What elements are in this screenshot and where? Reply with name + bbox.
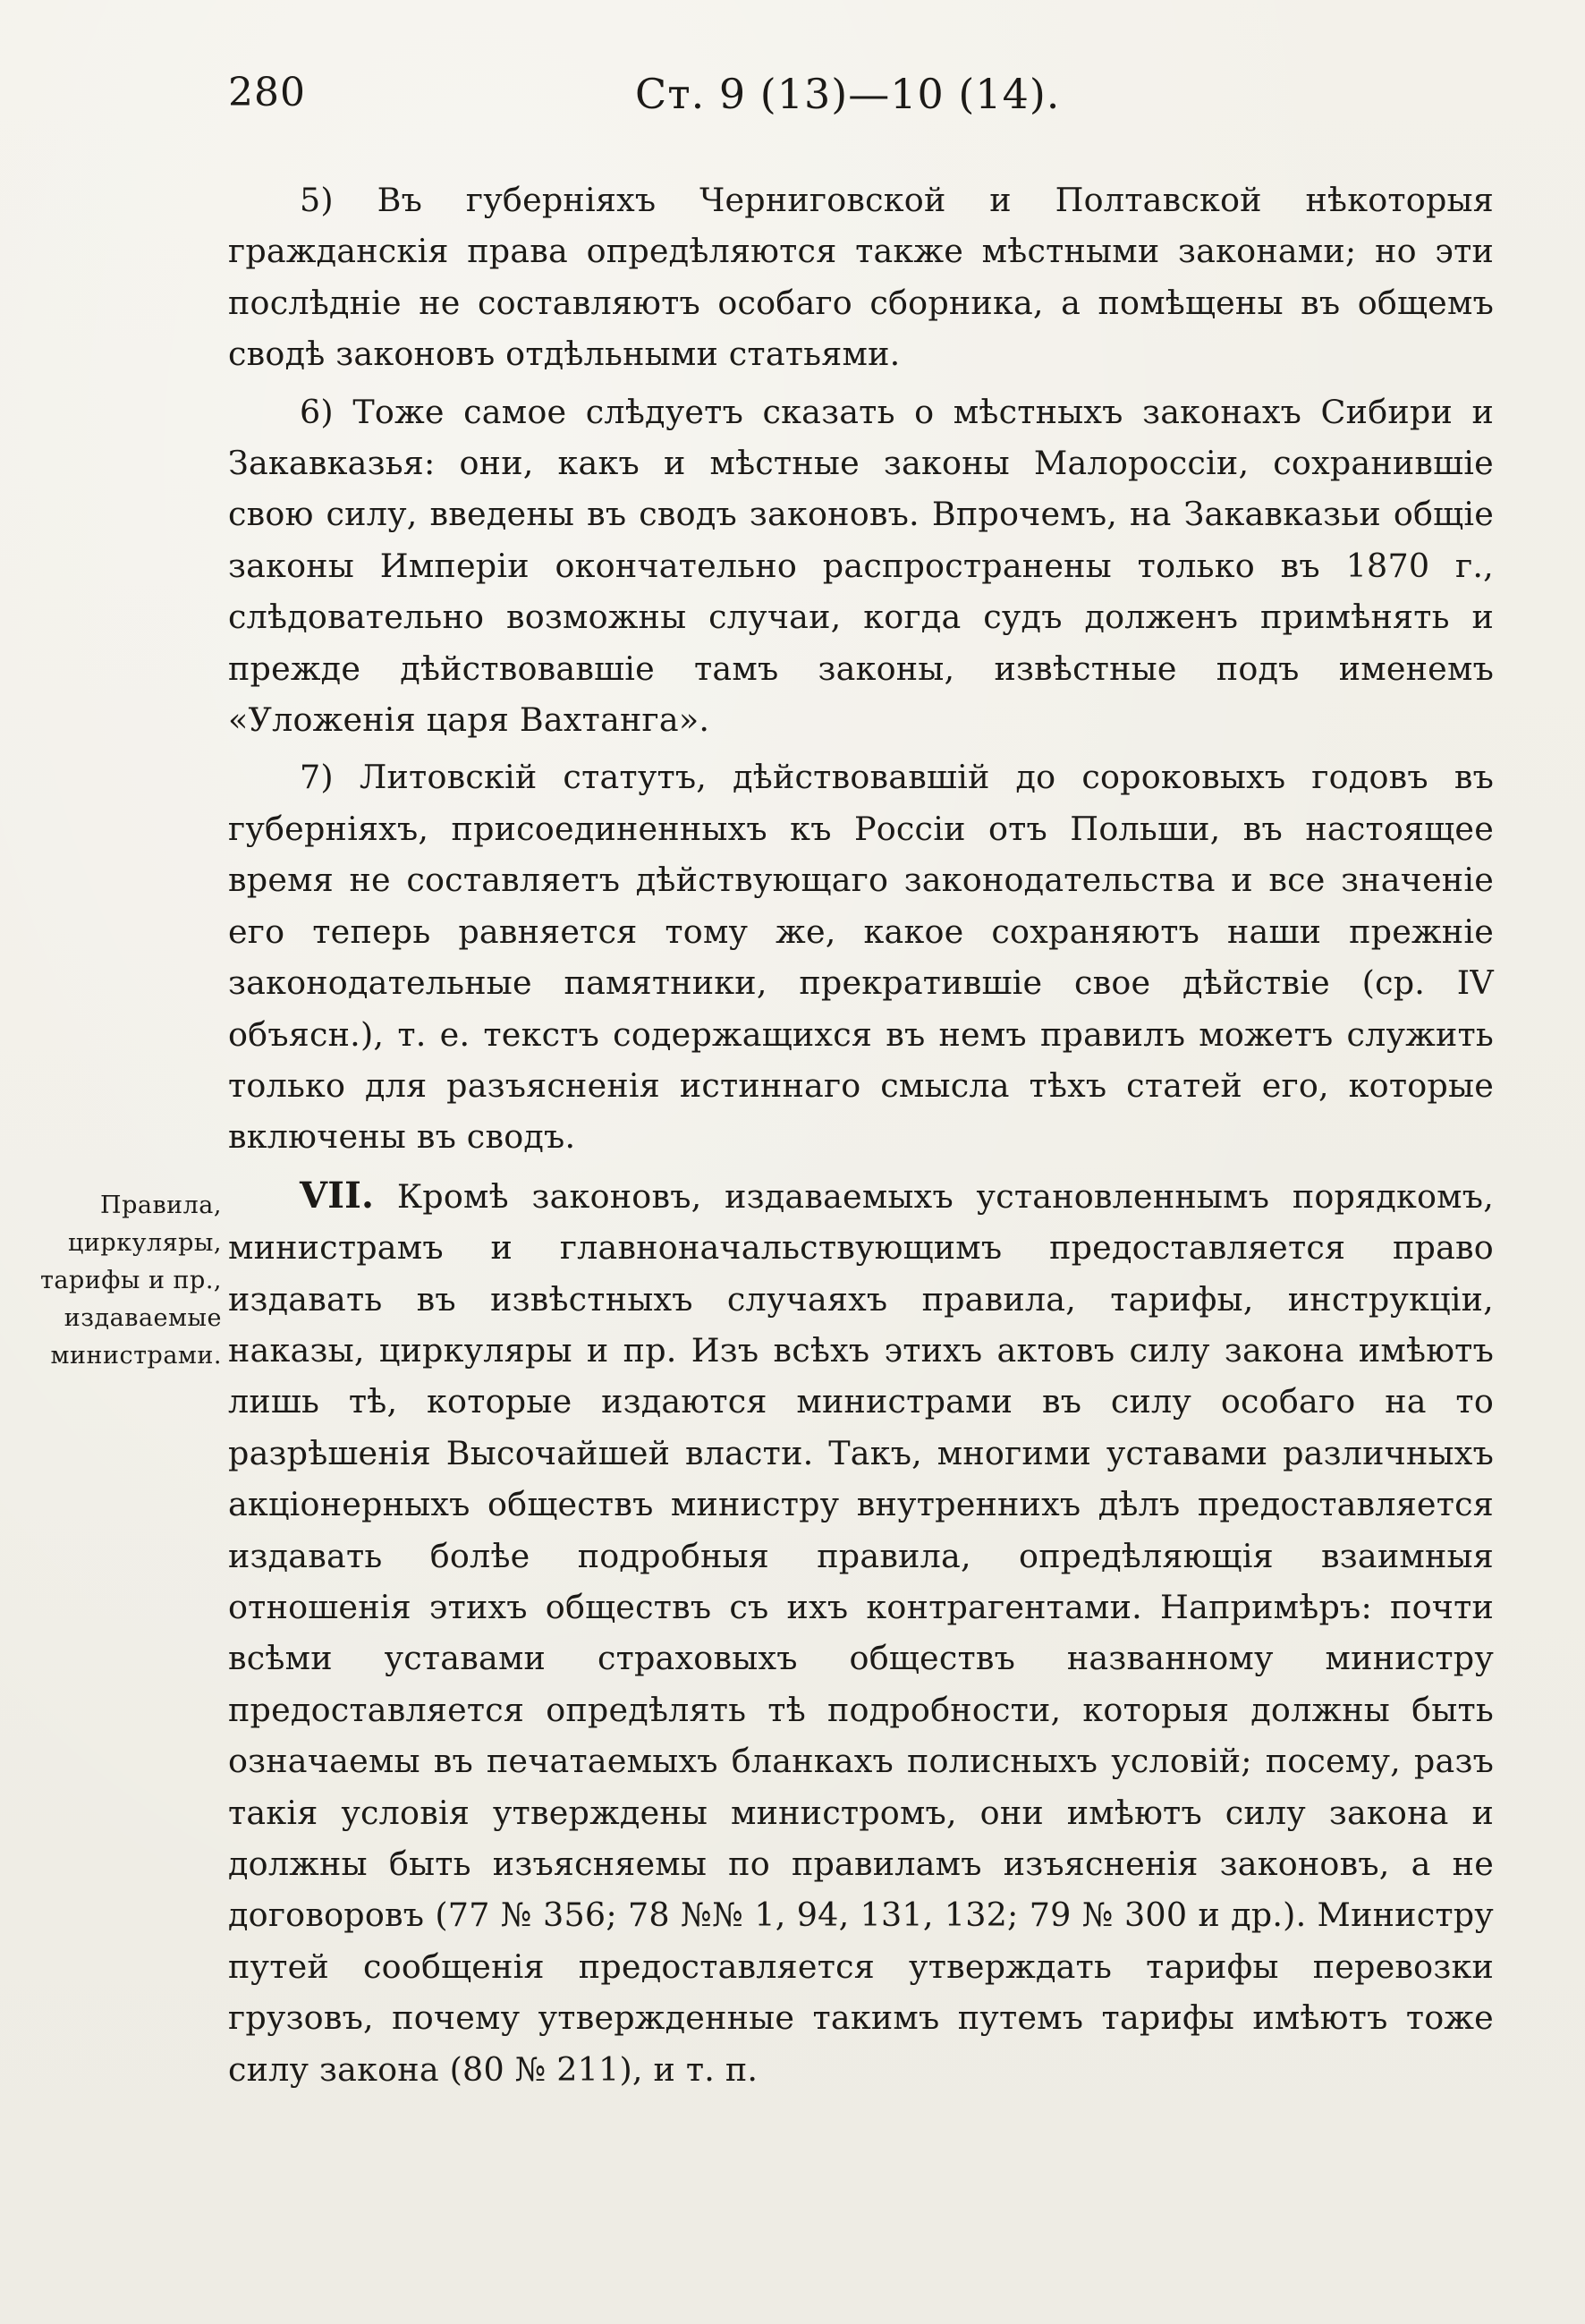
section-vii-text: Кромѣ законовъ, издаваемыхъ установленнымъ порядкомъ, министрамъ и главноначальствующимъ предоставляется право издавать въ извѣстныхъ случаяхъ правила, тарифы, инструкціи, наказы, циркуляры и пр. Изъ всѣхъ этихъ актовъ силу закона имѣютъ лишь тѣ, которые издаются министрами въ силу особаго на то разрѣшенія Высочайшей власти. Такъ, многими уставами различныхъ акціонерныхъ обществъ министру внутреннихъ дѣлъ предоставляется издавать болѣе подробныя правила, опредѣляющія взаимныя отношенія этихъ обществъ съ ихъ контрагентами. Напримѣръ: почти всѣми уставами страховыхъ обществъ названному министру предоставляется опредѣлять тѣ подробности, которыя должны быть означаемы въ печатаемыхъ бланкахъ полисныхъ условій; посему, разъ такія условія утверждены министромъ, они имѣютъ силу закона и должны быть изъясняемы по правиламъ изъясненія законовъ, а не договоровъ (77 № 356; 78 №№ 1, 94, 131, 132; 79 № 300 и др.). Министру путей сообщенія предоставляется утверждать тарифы перевозки грузовъ, почему утвержденные такимъ путемъ тарифы имѣютъ тоже силу закона (80 № 211), и т. п. — [228, 1176, 1494, 2089]
page-header — [228, 70, 1494, 132]
margin-note-line: министрами. — [50, 1342, 222, 1370]
margin-note-line: издаваемые — [64, 1304, 222, 1332]
paragraph-5: 5) Въ губерніяхъ Черниговской и Полтавской нѣкоторыя гражданскія права опредѣляются также мѣстными законами; но эти послѣдніе не составляютъ особаго сборника, а помѣщены въ общемъ сводѣ законовъ отдѣльными статьями. — [228, 181, 1494, 374]
margin-note-line: циркуляры, — [68, 1229, 222, 1257]
margin-note-line: тарифы и пр., — [39, 1267, 222, 1294]
paragraph-7: 7) Литовскій статутъ, дѣйствовавшій до сороковыхъ годовъ въ губерніяхъ, присоединенныхъ къ Россіи отъ Польши, въ настоящее время не составляетъ дѣйствующаго законодательства и все значеніе его теперь равняется тому же, какое сохраняютъ наши прежніе законодательные памятники, прекратившіе свое дѣйствіе (ср. IV объясн.), т. е. текстъ содержащихся въ немъ правилъ можетъ служить только для разъясненія истиннаго смысла тѣхъ статей его, которые включены въ сводъ. — [228, 758, 1494, 1157]
page-number: 280 — [228, 70, 306, 115]
section-vii — [228, 1170, 1494, 2095]
running-title: Ст. 9 (13)—10 (14). — [635, 70, 1061, 118]
margin-note-line: Правила, — [100, 1192, 222, 1219]
section-number: VII. — [300, 1174, 375, 1217]
margin-note — [5, 1187, 222, 1375]
body-text — [228, 174, 1494, 2095]
paragraph-6: 6) Тоже самое слѣдуетъ сказать о мѣстныхъ законахъ Сибири и Закавказья: они, какъ и мѣстные законы Малороссіи, сохранившіе свою силу, введены въ сводъ законовъ. Впрочемъ, на Закавказьи общіе законы Имперіи окончательно распространены только въ 1870 г., слѣдовательно возможны случаи, когда судъ долженъ примѣнять и прежде дѣйствовавшіе тамъ законы, извѣстные подъ именемъ «Уложенія царя Вахтанга». — [228, 392, 1494, 740]
